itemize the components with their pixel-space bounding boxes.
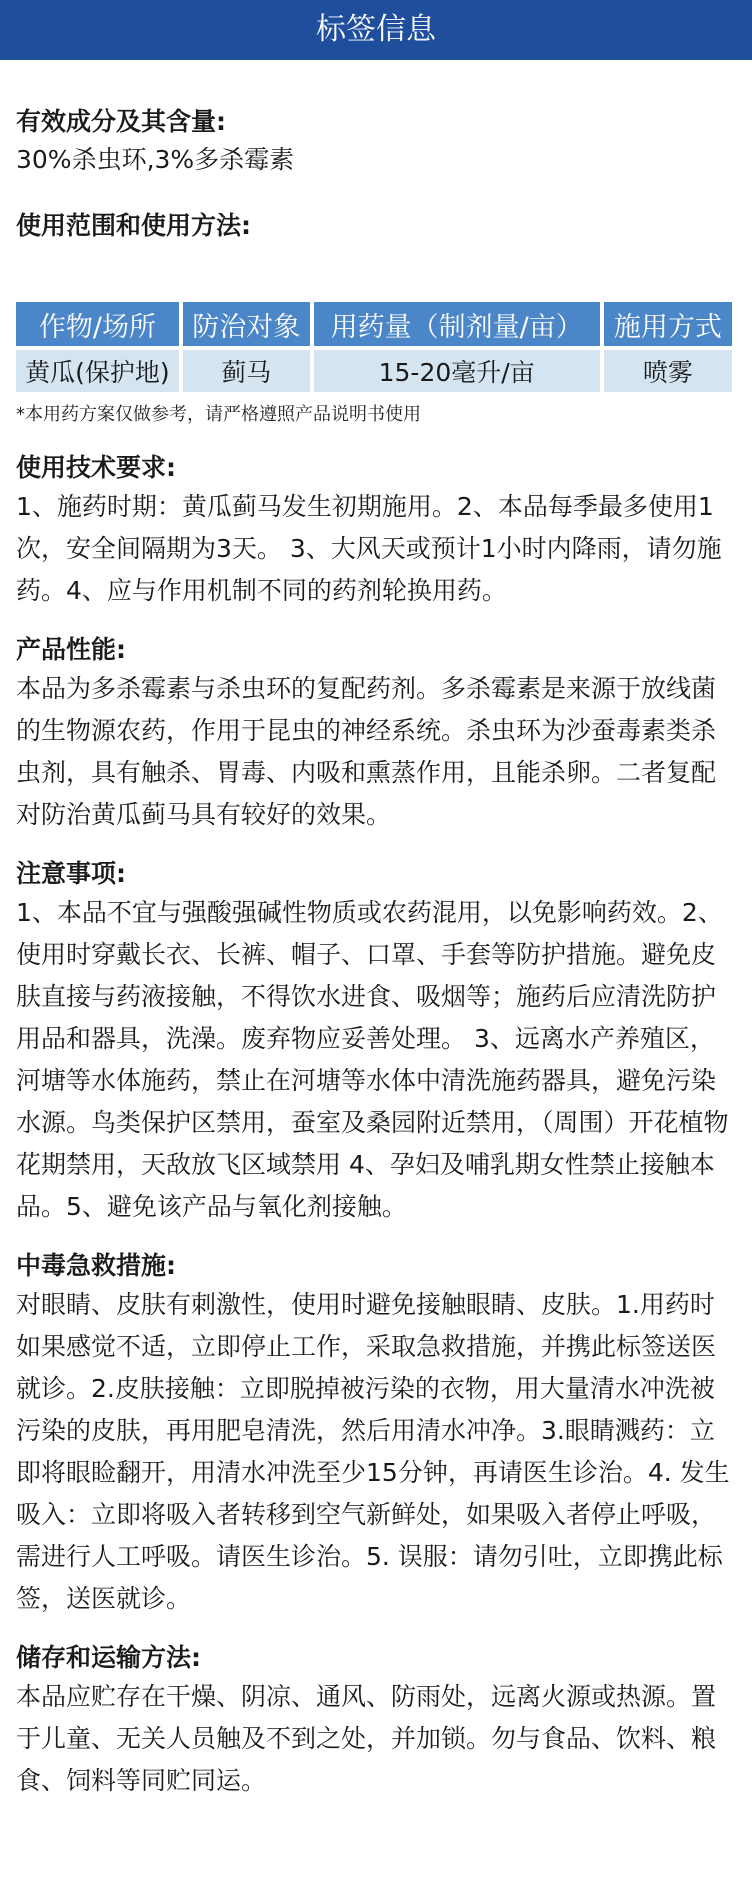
header-dosage: 用药量（制剂量/亩） <box>314 302 600 346</box>
cell-crop: 黄瓜(保护地) <box>16 350 179 392</box>
header-target: 防治对象 <box>183 302 310 346</box>
usage-table <box>12 298 736 396</box>
first-aid-section <box>16 1248 736 1620</box>
storage-title: 储存和运输方法: <box>16 1643 201 1672</box>
header-crop: 作物/场所 <box>16 302 179 346</box>
usage-table-wrap <box>16 298 736 396</box>
first-aid-title: 中毒急救措施: <box>16 1251 176 1280</box>
tech-body: 1、施药时期：黄瓜蓟马发生初期施用。2、本品每季最多使用1次，安全间隔期为3天。 3、大风天或预计1小时内降雨，请勿施药。4、应与作用机制不同的药剂轮换用药。 <box>16 492 722 605</box>
ingredients-section <box>16 104 736 180</box>
header-method: 施用方式 <box>604 302 732 346</box>
ingredients-title: 有效成分及其含量: <box>16 107 226 136</box>
usage-note: *本用药方案仅做参考，请严格遵照产品说明书使用 <box>16 404 421 425</box>
page-title: 标签信息 <box>316 12 436 47</box>
performance-body: 本品为多杀霉素与杀虫环的复配药剂。多杀霉素是来源于放线菌的生物源农药，作用于昆虫的神经系统。杀虫环为沙蚕毒素类杀虫剂，具有触杀、胃毒、内吸和熏蒸作用，且能杀卵。二者复配对防治黄瓜蓟马具有较好的效果。 <box>16 674 717 829</box>
tech-title: 使用技术要求: <box>16 453 176 482</box>
usage-title: 使用范围和使用方法: <box>16 211 251 240</box>
cell-target: 蓟马 <box>183 350 310 392</box>
cell-dosage: 15-20毫升/亩 <box>314 350 600 392</box>
first-aid-body: 对眼睛、皮肤有刺激性，使用时避免接触眼睛、皮肤。1.用药时如果感觉不适，立即停止工作，采取急救措施，并携此标签送医就诊。2.皮肤接触：立即脱掉被污染的衣物，用大量清水冲洗被污染的皮肤，再用肥皂清洗，然后用清水冲净。3.眼睛溅药：立即将眼睑翻开，用清水冲洗至少15分钟，再请医生诊治。4. 发生吸入：立即将吸入者转移到空气新鲜处，如果吸入者停止呼吸，需进行人工呼吸。请医生诊治。5. 误服：请勿引吐，立即携此标签，送医就诊。 <box>16 1290 730 1613</box>
cell-method: 喷雾 <box>604 350 732 392</box>
table-header-row <box>16 302 732 346</box>
storage-section <box>16 1640 736 1802</box>
label-content <box>0 104 752 1802</box>
tech-section <box>16 450 736 612</box>
performance-section <box>16 632 736 836</box>
table-row <box>16 350 732 392</box>
precautions-title: 注意事项: <box>16 859 126 888</box>
page-header <box>0 0 752 60</box>
precautions-section <box>16 856 736 1228</box>
usage-section <box>16 208 736 428</box>
storage-body: 本品应贮存在干燥、阴凉、通风、防雨处，远离火源或热源。置于儿童、无关人员触及不到之处，并加锁。勿与食品、饮料、粮食、饲料等同贮同运。 <box>16 1682 717 1795</box>
performance-title: 产品性能: <box>16 635 126 664</box>
precautions-body: 1、本品不宜与强酸强碱性物质或农药混用，以免影响药效。2、使用时穿戴长衣、长裤、帽子、口罩、手套等防护措施。避免皮肤直接与药液接触，不得饮水进食、吸烟等；施药后应清洗防护用品和器具，洗澡。废弃物应妥善处理。 3、远离水产养殖区，河塘等水体施药，禁止在河塘等水体中清洗施药器具，避免污染水源。鸟类保护区禁用，蚕室及桑园附近禁用，（周围）开花植物花期禁用，天敌放飞区域禁用 4、孕妇及哺乳期女性禁止接触本品。5、避免该产品与氧化剂接触。 <box>16 898 729 1221</box>
ingredients-body: 30%杀虫环,3%多杀霉素 <box>16 145 295 174</box>
